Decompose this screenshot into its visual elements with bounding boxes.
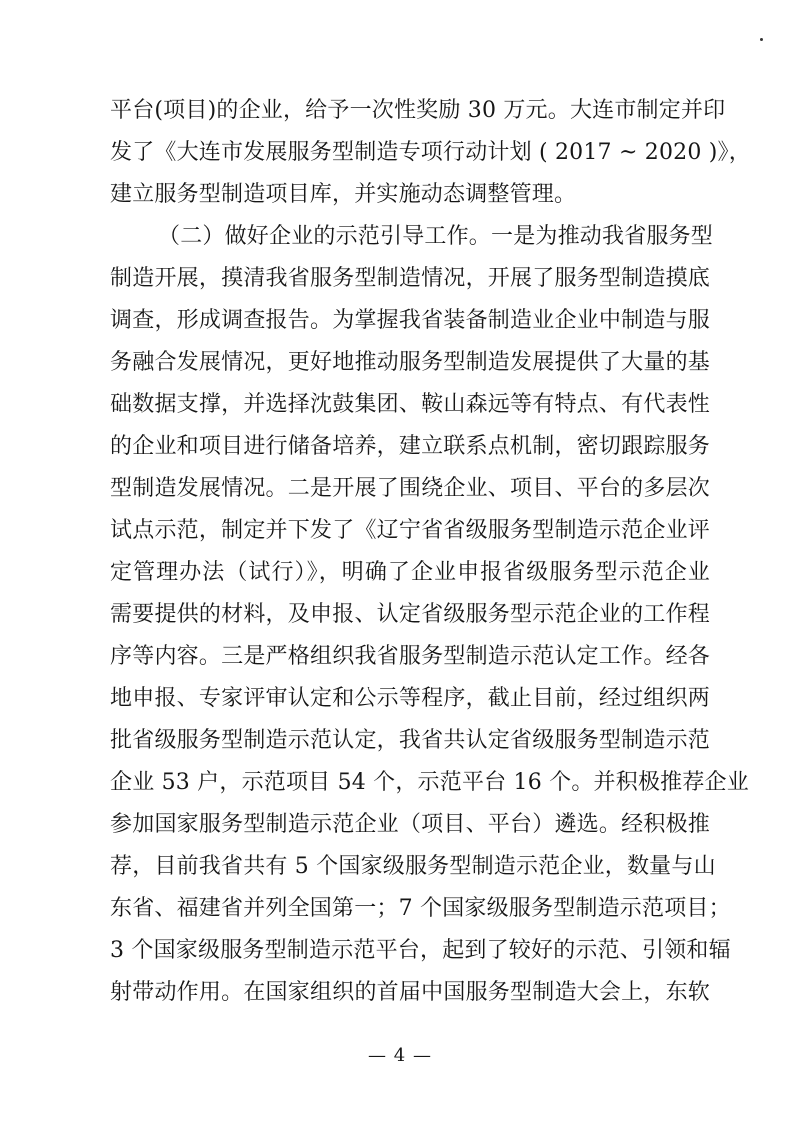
body-line-10: 型制造发展情况。二是开展了围绕企业、项目、平台的多层次: [110, 476, 710, 501]
body-line-13: 需要提供的材料，及申报、认定省级服务型示范企业的工作程: [110, 602, 710, 627]
body-line-16: 批省级服务型制造示范认定，我省共认定省级服务型制造示范: [110, 728, 710, 753]
body-line-8: 础数据支撑，并选择沈鼓集团、鞍山森远等有特点、有代表性: [110, 392, 710, 417]
body-line-12: 定管理办法（试行）》，明确了企业申报省级服务型示范企业: [110, 560, 710, 585]
body-line-2: 发了《大连市发展服务型制造专项行动计划 ( 2017 ~ 2020 )》，: [110, 140, 751, 165]
body-line-15: 地申报、专家评审认定和公示等程序，截止目前，经过组织两: [110, 686, 710, 711]
body-line-21: 3 个国家级服务型制造示范平台，起到了较好的示范、引领和辐: [110, 938, 731, 963]
body-line-18: 参加国家服务型制造示范企业（项目、平台）遴选。经积极推: [110, 812, 710, 837]
body-line-3: 建立服务型制造项目库，并实施动态调整管理。: [110, 182, 577, 207]
body-line-5: 制造开展，摸清我省服务型制造情况，开展了服务型制造摸底: [110, 266, 710, 291]
body-line-9: 的企业和项目进行储备培养，建立联系点机制，密切跟踪服务: [110, 434, 710, 459]
body-line-6: 调查，形成调查报告。为掌握我省装备制造业企业中制造与服: [110, 308, 710, 333]
body-line-11: 试点示范，制定并下发了《辽宁省省级服务型制造示范企业评: [110, 518, 710, 543]
body-line-20: 东省、福建省并列全国第一；7 个国家级服务型制造示范项目；: [110, 896, 731, 921]
body-line-7: 务融合发展情况，更好地推动服务型制造发展提供了大量的基: [110, 350, 710, 375]
page-number: — 4 —: [368, 1045, 432, 1066]
scan-speck: [760, 38, 763, 41]
body-line-22: 射带动作用。在国家组织的首届中国服务型制造大会上，东软: [110, 980, 710, 1005]
section-heading-line: （二）做好企业的示范引导工作。一是为推动我省服务型: [158, 224, 714, 249]
body-line-17: 企业 53 户，示范项目 54 个，示范平台 16 个。并积极推荐企业: [110, 770, 749, 795]
body-line-14: 序等内容。三是严格组织我省服务型制造示范认定工作。经各: [110, 644, 710, 669]
body-line-19: 荐，目前我省共有 5 个国家级服务型制造示范企业，数量与山: [110, 854, 716, 879]
body-line-1: 平台(项目)的企业，给予一次性奖励 30 万元。大连市制定并印: [110, 98, 726, 123]
